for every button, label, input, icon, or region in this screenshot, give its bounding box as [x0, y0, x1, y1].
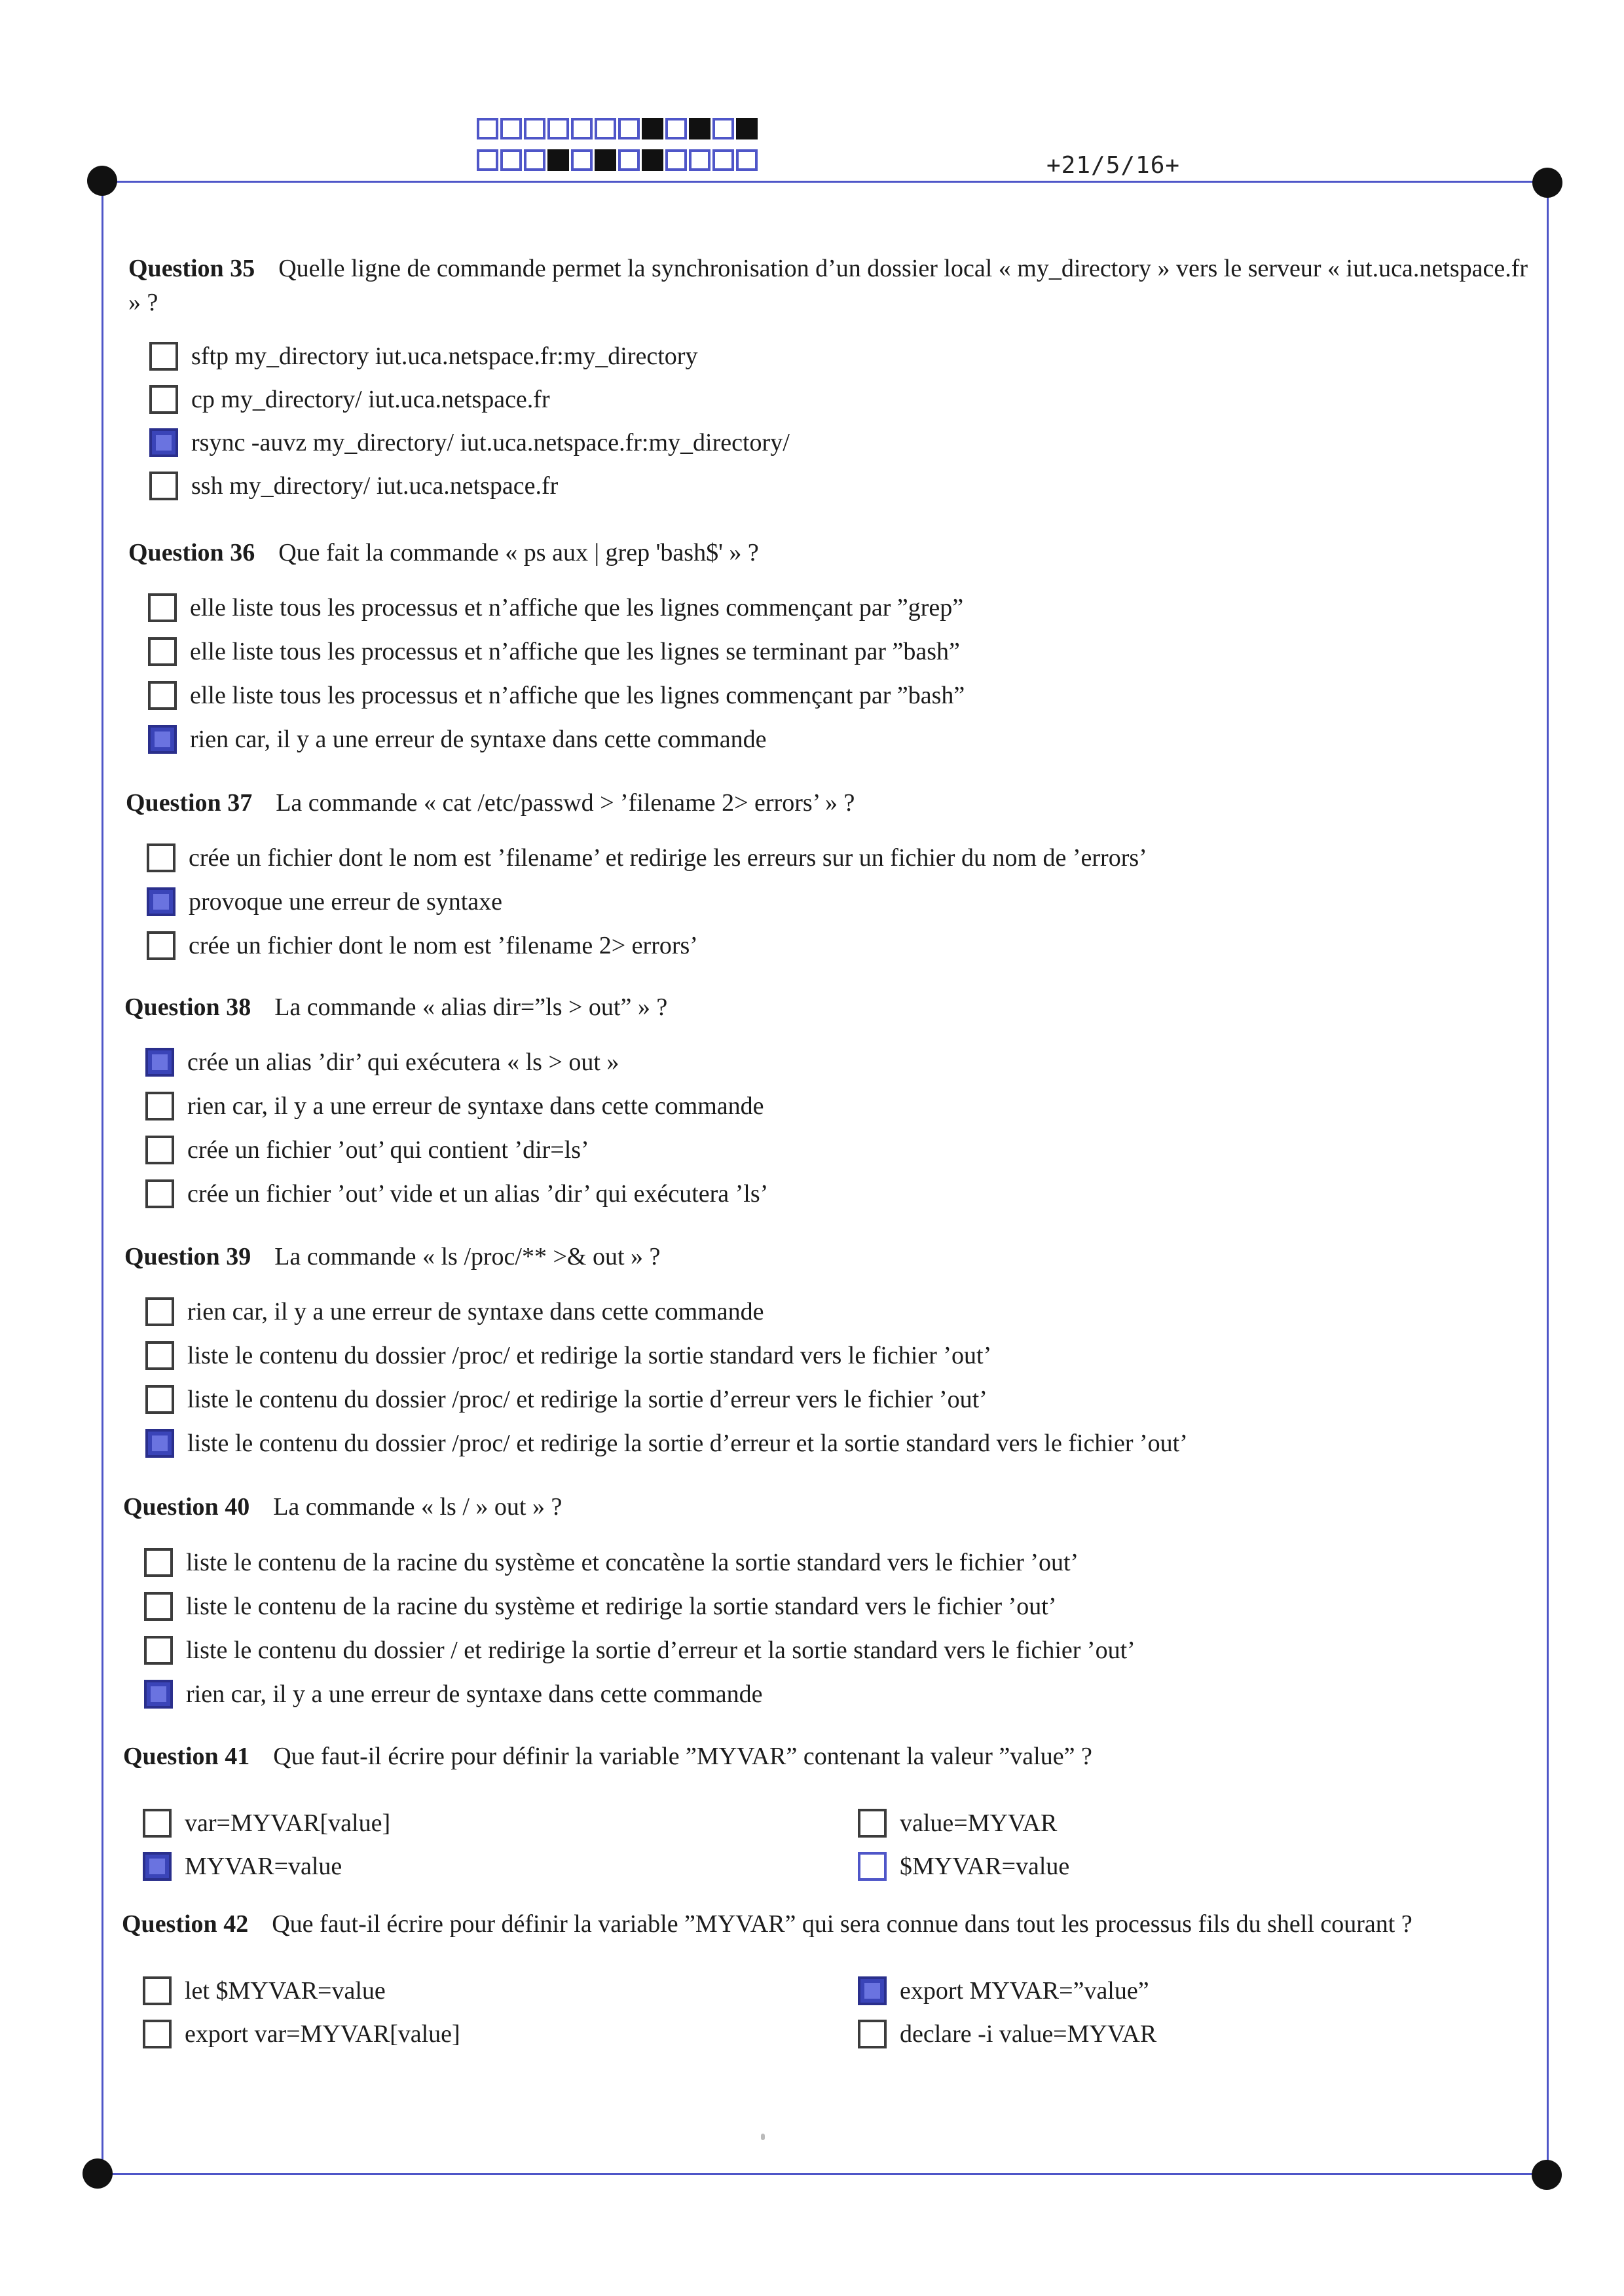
- answer-option[interactable]: [145, 1176, 768, 1212]
- question-number: Question 38: [124, 993, 251, 1021]
- id-grid-cell: [736, 149, 758, 171]
- checkbox[interactable]: [143, 2020, 172, 2048]
- id-grid-cell: [524, 118, 545, 139]
- checkbox[interactable]: [148, 637, 177, 666]
- question-38-prompt: [124, 990, 1532, 1024]
- id-grid-cell: [524, 149, 545, 171]
- id-grid-top-row: [477, 118, 760, 139]
- checkbox[interactable]: [145, 1297, 174, 1326]
- question-40-prompt: [123, 1490, 1531, 1524]
- id-grid-cell: [477, 118, 498, 139]
- question-text: La commande « ls /proc/** >& out » ?: [274, 1243, 661, 1270]
- stray-mark: [761, 2134, 765, 2140]
- checked-checkbox[interactable]: [147, 887, 175, 916]
- answer-option[interactable]: [149, 381, 550, 418]
- question-42-prompt: [122, 1907, 1530, 1941]
- answer-label: $MYVAR=value: [900, 1853, 1070, 1880]
- answer-label: MYVAR=value: [185, 1853, 342, 1880]
- checkbox[interactable]: [147, 931, 175, 960]
- checkbox[interactable]: [148, 681, 177, 710]
- checked-checkbox[interactable]: [145, 1429, 174, 1458]
- id-grid-cell: [571, 149, 593, 171]
- corner-dot-top-left: [87, 166, 117, 196]
- id-grid-cell: [712, 118, 734, 139]
- page-identifier: +21/5/16+: [1046, 152, 1181, 179]
- answer-option[interactable]: [143, 2016, 460, 2052]
- id-grid-cell: [689, 149, 710, 171]
- answer-label: crée un fichier dont le nom est ’filename 2> errors’: [189, 932, 698, 959]
- id-grid-cell: [665, 149, 687, 171]
- answer-label: rien car, il y a une erreur de syntaxe dans cette commande: [187, 1298, 764, 1325]
- id-grid-cell: [736, 118, 758, 139]
- checked-checkbox[interactable]: [148, 725, 177, 754]
- answer-option[interactable]: [147, 927, 698, 964]
- id-grid-cell: [712, 149, 734, 171]
- question-number: Question 35: [128, 255, 255, 282]
- answer-option[interactable]: [144, 1632, 1135, 1669]
- answer-option[interactable]: [858, 1972, 1149, 2009]
- answer-label: var=MYVAR[value]: [185, 1809, 391, 1837]
- answer-label: crée un fichier ’out’ vide et un alias ’dir’ qui exécutera ’ls’: [187, 1180, 769, 1208]
- question-text: Que fait la commande « ps aux | grep 'bash$' » ?: [278, 539, 759, 566]
- answer-label: rien car, il y a une erreur de syntaxe dans cette commande: [187, 1092, 764, 1120]
- answer-option[interactable]: [148, 589, 963, 626]
- checkbox[interactable]: [144, 1592, 173, 1621]
- answer-label: rien car, il y a une erreur de syntaxe dans cette commande: [186, 1680, 763, 1708]
- checked-checkbox[interactable]: [858, 1976, 887, 2005]
- question-text: La commande « cat /etc/passwd > ’filename 2> errors’ » ?: [276, 789, 855, 817]
- answer-label: liste le contenu du dossier /proc/ et redirige la sortie d’erreur vers le fichier ’out’: [187, 1386, 987, 1413]
- corner-dot-top-right: [1532, 168, 1562, 198]
- id-grid-cell: [595, 149, 616, 171]
- answer-option[interactable]: [858, 1848, 1069, 1885]
- id-grid-cell: [689, 118, 710, 139]
- answer-label: liste le contenu de la racine du système et redirige la sortie standard vers le fichier ’out’: [186, 1593, 1057, 1620]
- question-35-prompt: [128, 251, 1536, 320]
- checkbox[interactable]: [143, 1976, 172, 2005]
- id-grid-cell: [618, 118, 640, 139]
- id-grid-cell: [618, 149, 640, 171]
- question-number: Question 36: [128, 539, 255, 566]
- question-number: Question 37: [126, 789, 253, 817]
- checkbox[interactable]: [149, 342, 178, 371]
- answer-option[interactable]: [145, 1337, 991, 1374]
- id-grid-cell: [571, 118, 593, 139]
- checked-checkbox[interactable]: [145, 1048, 174, 1077]
- question-text: La commande « ls / » out » ?: [273, 1493, 563, 1521]
- answer-label: export var=MYVAR[value]: [185, 2020, 460, 2048]
- id-grid-cell: [642, 118, 663, 139]
- answer-label: rsync -auvz my_directory/ iut.uca.netspace.fr:my_directory/: [191, 429, 790, 456]
- answer-option[interactable]: [145, 1132, 589, 1168]
- question-text: Que faut-il écrire pour définir la variable ”MYVAR” qui sera connue dans tout les processus fils du shell courant ?: [272, 1910, 1412, 1938]
- checkbox[interactable]: [149, 385, 178, 414]
- answer-option[interactable]: [149, 468, 558, 504]
- answer-label: provoque une erreur de syntaxe: [189, 888, 503, 916]
- checkbox[interactable]: [147, 843, 175, 872]
- answer-label: sftp my_directory iut.uca.netspace.fr:my_directory: [191, 343, 698, 370]
- answer-option[interactable]: [858, 1805, 1057, 1842]
- answer-label: ssh my_directory/ iut.uca.netspace.fr: [191, 472, 559, 500]
- answer-option[interactable]: [145, 1425, 1188, 1462]
- question-number: Question 40: [123, 1493, 250, 1521]
- checkbox[interactable]: [145, 1179, 174, 1208]
- answer-option[interactable]: [144, 1544, 1079, 1581]
- checkbox[interactable]: [145, 1136, 174, 1164]
- corner-dot-bottom-right: [1532, 2160, 1562, 2190]
- answer-label: elle liste tous les processus et n’affiche que les lignes commençant par ”bash”: [190, 682, 965, 709]
- answer-label: value=MYVAR: [900, 1809, 1058, 1837]
- checkbox[interactable]: [145, 1341, 174, 1370]
- answer-label: liste le contenu du dossier /proc/ et redirige la sortie d’erreur et la sortie standard vers le fichier ’out’: [187, 1430, 1188, 1457]
- checkbox[interactable]: [144, 1636, 173, 1665]
- checkbox[interactable]: [858, 1809, 887, 1838]
- answer-label: export MYVAR=”value”: [900, 1977, 1149, 2005]
- answer-option[interactable]: [148, 721, 767, 758]
- id-grid-cell: [547, 118, 569, 139]
- checkbox[interactable]: [858, 1852, 887, 1881]
- answer-label: liste le contenu de la racine du système et concatène la sortie standard vers le fichier ’out’: [186, 1549, 1079, 1576]
- checkbox[interactable]: [148, 593, 177, 622]
- id-grid-cell: [500, 149, 522, 171]
- answer-option[interactable]: [144, 1676, 763, 1713]
- id-grid-cell: [642, 149, 663, 171]
- answer-label: crée un fichier ’out’ qui contient ’dir=ls’: [187, 1136, 589, 1164]
- answer-option[interactable]: [145, 1044, 619, 1081]
- answer-label: crée un alias ’dir’ qui exécutera « ls > out »: [187, 1048, 619, 1076]
- answer-option[interactable]: [149, 338, 697, 375]
- question-text: Que faut-il écrire pour définir la variable ”MYVAR” contenant la valeur ”value” ?: [273, 1743, 1092, 1770]
- checkbox[interactable]: [145, 1092, 174, 1120]
- answer-label: liste le contenu du dossier / et redirige la sortie d’erreur et la sortie standard vers le fichier ’out’: [186, 1637, 1135, 1664]
- answer-option[interactable]: [147, 883, 502, 920]
- id-grid-cell: [547, 149, 569, 171]
- answer-label: elle liste tous les processus et n’affiche que les lignes commençant par ”grep”: [190, 594, 964, 621]
- id-grid-cell: [500, 118, 522, 139]
- checkbox[interactable]: [145, 1385, 174, 1414]
- answer-label: let $MYVAR=value: [185, 1977, 386, 2005]
- answer-label: rien car, il y a une erreur de syntaxe dans cette commande: [190, 726, 767, 753]
- checkbox[interactable]: [143, 1809, 172, 1838]
- id-grid-cell: [595, 118, 616, 139]
- checkbox[interactable]: [144, 1548, 173, 1577]
- question-36-prompt: [128, 536, 1536, 570]
- checkbox[interactable]: [858, 2020, 887, 2048]
- frame-bottom-line: [97, 2173, 1547, 2175]
- frame-right-line: [1547, 182, 1549, 2174]
- id-grid-cell: [665, 118, 687, 139]
- answer-option[interactable]: [143, 1848, 342, 1885]
- question-number: Question 39: [124, 1243, 251, 1270]
- answer-option[interactable]: [145, 1088, 764, 1124]
- question-text: La commande « alias dir=”ls > out” » ?: [274, 993, 668, 1021]
- answer-option[interactable]: [145, 1293, 764, 1330]
- answer-option[interactable]: [143, 1972, 386, 2009]
- answer-label: crée un fichier dont le nom est ’filename’ et redirige les erreurs sur un fichier du nom de ’errors’: [189, 844, 1147, 872]
- question-39-prompt: [124, 1240, 1532, 1274]
- answer-option[interactable]: [148, 633, 960, 670]
- question-37-prompt: [126, 786, 1534, 820]
- frame-left-line: [101, 181, 103, 2174]
- answer-option[interactable]: [149, 424, 790, 461]
- answer-option[interactable]: [145, 1381, 987, 1418]
- checked-checkbox[interactable]: [143, 1852, 172, 1881]
- answer-option[interactable]: [143, 1805, 390, 1842]
- id-grid-bottom-row: [477, 149, 760, 171]
- answer-option[interactable]: [148, 677, 965, 714]
- question-text: Quelle ligne de commande permet la synchronisation d’un dossier local « my_directory » vers le serveur « iut.uca.netspace.fr » ?: [128, 255, 1528, 316]
- answer-label: liste le contenu du dossier /proc/ et redirige la sortie standard vers le fichier ’out’: [187, 1342, 992, 1369]
- question-number: Question 42: [122, 1910, 249, 1938]
- id-grid-cell: [477, 149, 498, 171]
- checked-checkbox[interactable]: [144, 1680, 173, 1709]
- corner-dot-bottom-left: [83, 2158, 113, 2189]
- answer-label: declare -i value=MYVAR: [900, 2020, 1157, 2048]
- frame-top-line: [101, 181, 1549, 183]
- answer-label: elle liste tous les processus et n’affiche que les lignes se terminant par ”bash”: [190, 638, 960, 665]
- answer-option[interactable]: [147, 840, 1147, 876]
- answer-label: cp my_directory/ iut.uca.netspace.fr: [191, 386, 550, 413]
- question-41-prompt: [123, 1739, 1531, 1773]
- question-number: Question 41: [123, 1743, 250, 1770]
- checked-checkbox[interactable]: [149, 428, 178, 457]
- answer-option[interactable]: [858, 2016, 1156, 2052]
- checkbox[interactable]: [149, 472, 178, 500]
- answer-option[interactable]: [144, 1588, 1056, 1625]
